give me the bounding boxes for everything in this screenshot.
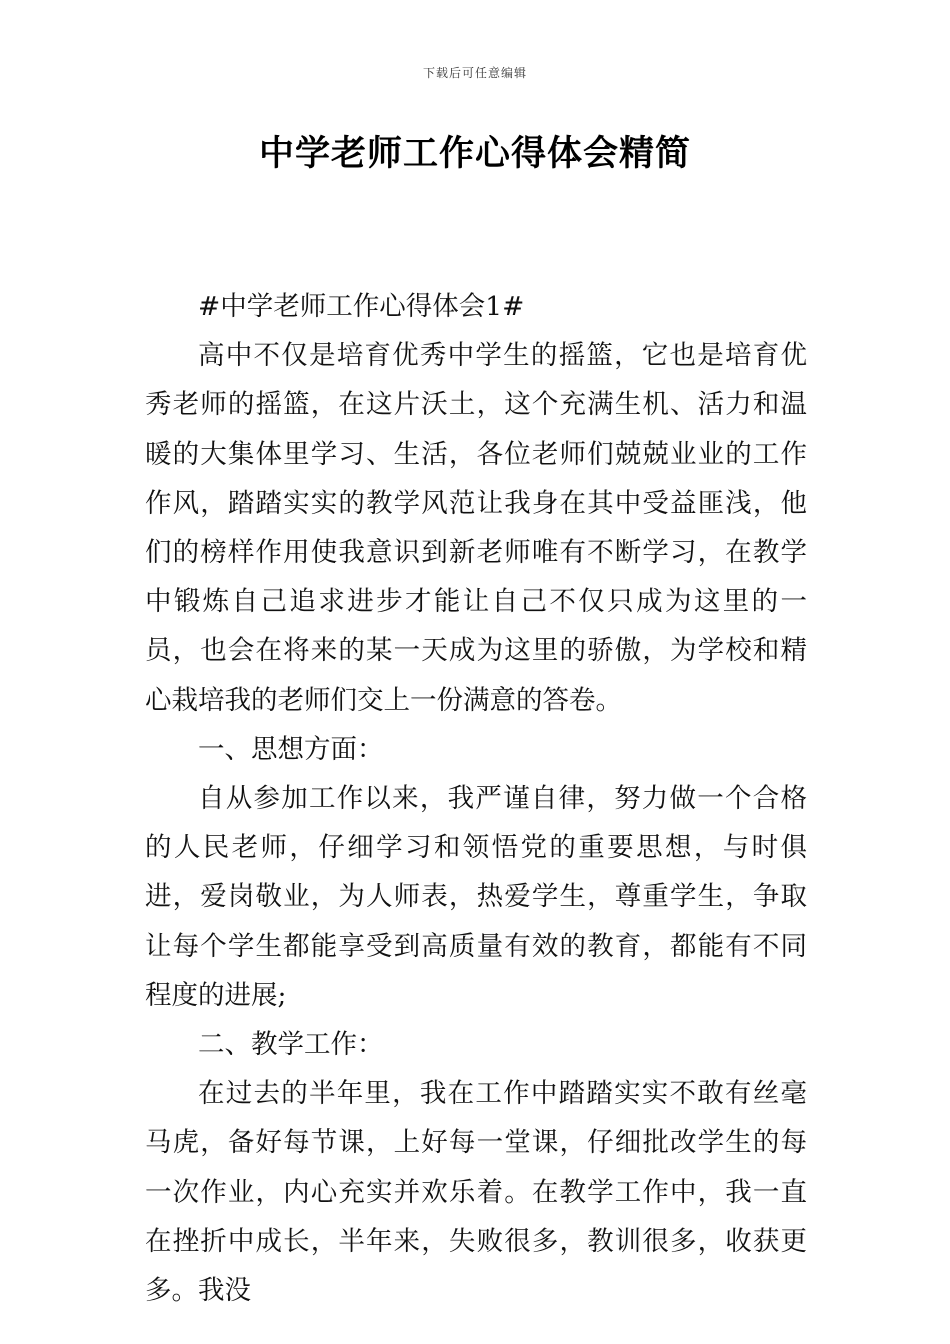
body-paragraph: 自从参加工作以来，我严谨自律，努力做一个合格的人民老师，仔细学习和领悟党的重要思想，与时俱进，爱岗敬业，为人师表，热爱学生，尊重学生，争取让每个学生都能享受到高质量有效的教育，都能有不同程度的进展; [145, 783, 807, 1011]
body-paragraph: 高中不仅是培育优秀中学生的摇篮，它也是培育优秀老师的摇篮，在这片沃土，这个充满生机、活力和温暖的大集体里学习、生活，各位老师们兢兢业业的工作作风，踏踏实实的教学风范让我身在其中受益匪浅，他们的榜样作用使我意识到新老师唯有不断学习，在教学中锻炼自己追求进步才能让自己不仅只成为这里的一员，也会在将来的某一天成为这里的骄傲，为学校和精心栽培我的老师们交上一份满意的答卷。 [145, 340, 807, 716]
section-heading-1: #中学老师工作心得体会1# [198, 291, 525, 322]
document-title: 中学老师工作心得体会精简 [258, 133, 691, 174]
section-heading-teaching: 二、教学工作： [198, 1029, 384, 1061]
section-heading-thought: 一、思想方面： [198, 733, 384, 765]
document-body [145, 282, 807, 1315]
header-note: 下载后可任意编辑 [422, 66, 527, 80]
body-paragraph: 在过去的半年里，我在工作中踏踏实实不敢有丝毫马虎，备好每节课，上好每一堂课，仔细批改学生的每一次作业，内心充实并欢乐着。在教学工作中，我一直在挫折中成长，半年来，失败很多，教训很多，收获更多。我没 [145, 1078, 807, 1307]
